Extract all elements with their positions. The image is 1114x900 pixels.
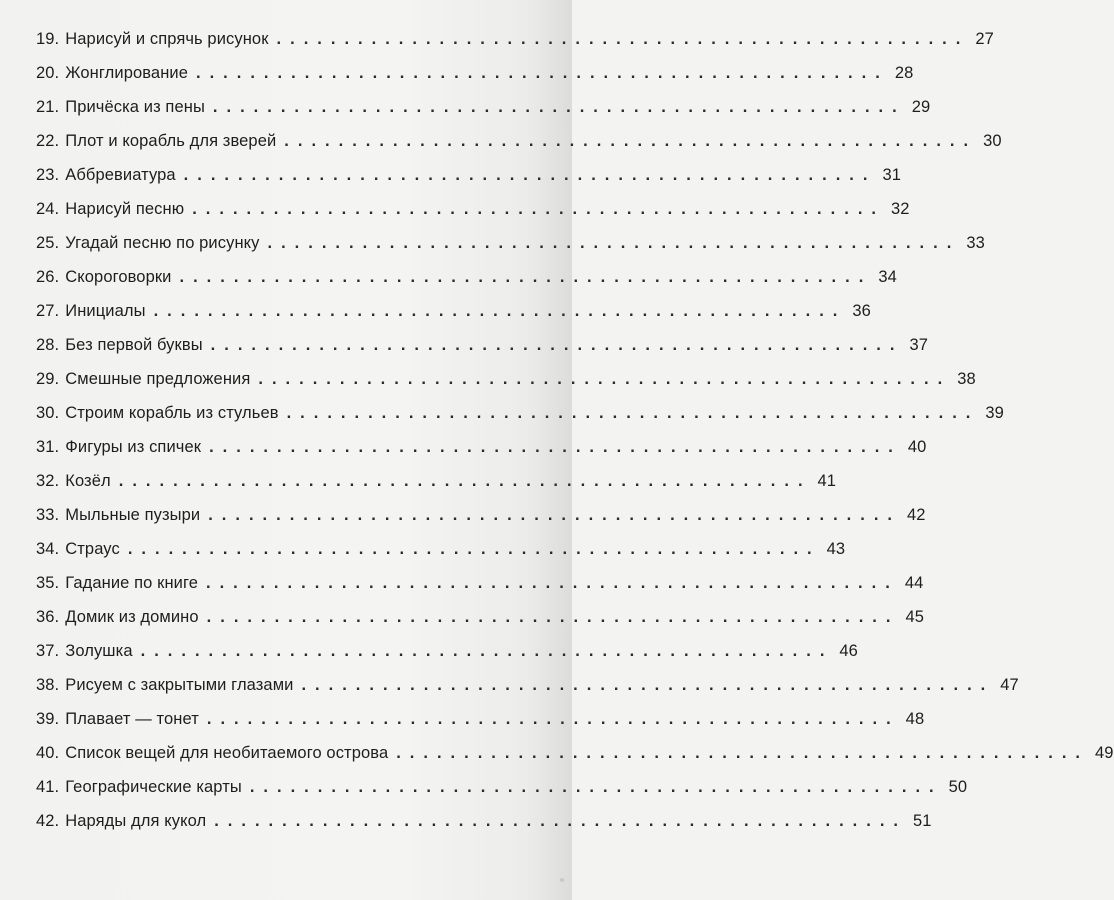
toc-entry — [36, 676, 1019, 710]
toc-entry-title: Причёска из пены — [65, 98, 205, 116]
toc-entry — [36, 744, 1114, 778]
toc-entry — [36, 438, 927, 472]
toc-entry-title: Нарисуй песню — [65, 200, 185, 218]
toc-entry — [36, 268, 897, 302]
toc-entry-page-number: 50 — [948, 778, 968, 796]
toc-entry — [36, 574, 924, 608]
toc-entry-title: Плот и корабль для зверей — [65, 132, 277, 150]
toc-entry-title: Фигуры из спичек — [65, 438, 202, 456]
toc-entry — [36, 540, 846, 574]
toc-entry-number: 41. — [36, 778, 60, 796]
toc-entry-number: 26. — [36, 268, 60, 286]
dot-leader: ................................................... — [153, 302, 847, 320]
toc-entry-title: Рисуем с закрытыми глазами — [65, 676, 294, 694]
toc-entry-number: 32. — [36, 472, 60, 490]
toc-entry-title: Без первой буквы — [65, 336, 203, 354]
dot-leader: ................................................... — [206, 574, 899, 592]
toc-entry-page-number: 37 — [909, 336, 929, 354]
toc-entry — [36, 370, 976, 404]
toc-entry-number: 20. — [36, 64, 60, 82]
toc-entry-title: Гадание по книге — [65, 574, 199, 592]
dot-leader: ................................................... — [396, 744, 1090, 762]
toc-entry-title: Мыльные пузыри — [65, 506, 201, 524]
dot-leader: ................................................... — [212, 98, 906, 116]
toc-entry-title: Домик из домино — [65, 608, 199, 626]
dot-leader: ................................................... — [206, 710, 900, 728]
toc-entry-number: 22. — [36, 132, 60, 150]
toc-entry-title: Строим корабль из стульев — [65, 404, 279, 422]
toc-entry — [36, 64, 914, 98]
toc-entry-page-number: 34 — [878, 268, 897, 286]
toc-entry-number: 19. — [36, 30, 60, 48]
toc-entry-number: 35. — [36, 574, 60, 592]
dot-leader: ................................................... — [196, 64, 889, 82]
toc-entry-title: Страус — [65, 540, 120, 558]
toc-entry-page-number: 29 — [911, 98, 931, 116]
toc-entry — [36, 642, 858, 676]
dot-leader: ................................................... — [192, 200, 885, 218]
toc-entry-page-number: 51 — [913, 812, 932, 830]
toc-entry — [36, 234, 985, 268]
toc-entry-page-number: 41 — [817, 472, 837, 490]
toc-entry-page-number: 36 — [852, 302, 871, 320]
toc-entry-title: Аббревиатура — [65, 166, 176, 184]
toc-entry-page-number: 47 — [1000, 676, 1019, 694]
toc-entry-number: 39. — [36, 710, 60, 728]
toc-entry-number: 25. — [36, 234, 60, 252]
toc-entry — [36, 404, 1004, 438]
toc-entry — [36, 30, 994, 64]
toc-entry-number: 42. — [36, 812, 60, 830]
toc-entry — [36, 778, 968, 812]
toc-entry-number: 27. — [36, 302, 60, 320]
dot-leader: ................................................... — [276, 30, 970, 48]
toc-entry-title: Инициалы — [65, 302, 146, 320]
page-speck — [560, 878, 564, 882]
toc-entry-title: Жонглирование — [65, 64, 189, 82]
toc-entry-page-number: 42 — [907, 506, 926, 524]
dot-leader: ................................................... — [210, 336, 904, 354]
toc-entry — [36, 506, 926, 540]
dot-leader: ................................................... — [183, 166, 877, 184]
toc-entry-page-number: 33 — [966, 234, 985, 252]
toc-entry-page-number: 32 — [890, 200, 910, 218]
toc-entry — [36, 132, 1002, 166]
dot-leader: ................................................... — [267, 234, 961, 252]
toc-entry — [36, 302, 871, 336]
toc-entry-page-number: 43 — [826, 540, 846, 558]
toc-entry — [36, 200, 910, 234]
toc-entry-page-number: 30 — [983, 132, 1002, 150]
toc-entry-title: Плавает — тонет — [65, 710, 199, 728]
toc-entry-number: 21. — [36, 98, 60, 116]
toc-entry-title: Смешные предложения — [65, 370, 251, 388]
toc-entry-page-number: 28 — [894, 64, 914, 82]
toc-entry — [36, 472, 837, 506]
dot-leader: ................................................... — [258, 370, 952, 388]
toc-entry-number: 37. — [36, 642, 60, 660]
toc-entry-number: 36. — [36, 608, 60, 626]
toc-entry-title: Угадай песню по рисунку — [65, 234, 260, 252]
toc-entry-title: Козёл — [65, 472, 111, 490]
toc-entry-number: 23. — [36, 166, 60, 184]
toc-entry-page-number: 45 — [905, 608, 925, 626]
toc-entry-page-number: 38 — [957, 370, 976, 388]
dot-leader: ................................................... — [179, 268, 873, 286]
toc-entry-title: Наряды для кукол — [65, 812, 207, 830]
toc-entry-title: Золушка — [65, 642, 133, 660]
dot-leader: ................................................... — [208, 506, 902, 524]
toc-entry — [36, 710, 925, 744]
dot-leader: ................................................... — [286, 404, 980, 422]
toc-entry — [36, 98, 931, 132]
toc-entry-title: Список вещей для необитаемого острова — [65, 744, 389, 762]
toc-entry-page-number: 27 — [975, 30, 994, 48]
toc-entry-page-number: 39 — [985, 404, 1004, 422]
toc-entry-number: 38. — [36, 676, 60, 694]
toc-entry — [36, 608, 925, 642]
dot-leader: ................................................... — [118, 472, 812, 490]
toc-entry-page-number: 44 — [904, 574, 924, 592]
toc-entry-title: Географические карты — [65, 778, 242, 796]
dot-leader: ................................................... — [140, 642, 834, 660]
dot-leader: ................................................... — [214, 812, 908, 830]
toc-entry-number: 28. — [36, 336, 60, 354]
dot-leader: ................................................... — [206, 608, 900, 626]
dot-leader: ................................................... — [249, 778, 943, 796]
toc-entry-number: 24. — [36, 200, 60, 218]
toc-entry-number: 40. — [36, 744, 60, 762]
dot-leader: ................................................... — [127, 540, 821, 558]
toc-entry-number: 29. — [36, 370, 60, 388]
toc-entry — [36, 336, 929, 370]
dot-leader: ................................................... — [301, 676, 995, 694]
toc-entry-title: Скороговорки — [65, 268, 172, 286]
toc-entry-page-number: 40 — [907, 438, 927, 456]
toc-entry-number: 34. — [36, 540, 60, 558]
table-of-contents — [36, 30, 1114, 846]
toc-entry-number: 33. — [36, 506, 60, 524]
toc-entry-number: 30. — [36, 404, 60, 422]
toc-entry — [36, 166, 902, 200]
toc-entry-page-number: 46 — [839, 642, 858, 660]
dot-leader: ................................................... — [284, 132, 978, 150]
toc-entry-page-number: 48 — [905, 710, 925, 728]
toc-entry — [36, 812, 932, 846]
toc-entry-number: 31. — [36, 438, 60, 456]
toc-entry-title: Нарисуй и спрячь рисунок — [65, 30, 269, 48]
dot-leader: ................................................... — [209, 438, 902, 456]
toc-entry-page-number: 31 — [882, 166, 902, 184]
toc-entry-page-number: 49 — [1095, 744, 1114, 762]
